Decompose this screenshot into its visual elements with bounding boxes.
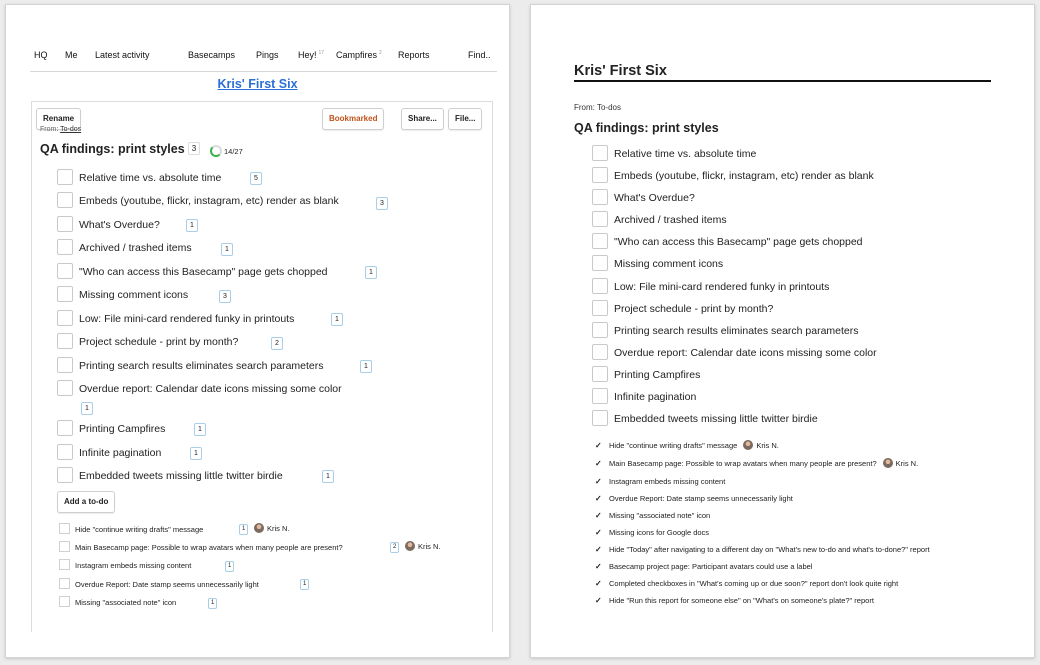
nav-pings[interactable]: Pings bbox=[256, 50, 279, 60]
comment-count-bubble[interactable]: 1 bbox=[360, 360, 372, 373]
todo-checkbox[interactable] bbox=[57, 380, 73, 396]
assignee-name: Kris N. bbox=[418, 542, 441, 551]
nav-find[interactable]: Find.. bbox=[468, 50, 491, 60]
nav-hey-badge: 17 bbox=[318, 50, 325, 56]
print-todo-label: Printing search results eliminates search parameters bbox=[614, 325, 859, 337]
print-done-item bbox=[595, 510, 710, 522]
todo-checkbox[interactable] bbox=[57, 444, 73, 460]
todo-item bbox=[57, 263, 328, 281]
done-checkbox[interactable] bbox=[59, 596, 70, 607]
top-nav bbox=[30, 47, 497, 72]
todo-item bbox=[57, 216, 160, 234]
print-done-item bbox=[595, 578, 898, 590]
from-todos-link[interactable]: To-dos bbox=[60, 126, 82, 133]
todo-item bbox=[57, 169, 221, 187]
print-todo-label: Missing comment icons bbox=[614, 258, 724, 270]
todo-label[interactable]: Printing Campfires bbox=[79, 423, 166, 435]
bookmarked-button[interactable]: Bookmarked bbox=[322, 108, 384, 130]
comment-count-bubble[interactable]: 1 bbox=[331, 313, 343, 326]
screen-view-sheet bbox=[5, 4, 510, 658]
print-todo-checkbox bbox=[592, 388, 608, 404]
list-comment-count[interactable]: 3 bbox=[188, 142, 200, 155]
print-done-item bbox=[595, 595, 874, 607]
from-prefix: From: bbox=[40, 126, 59, 133]
print-preview-sheet bbox=[530, 4, 1035, 658]
assignee-name: Kris N. bbox=[267, 524, 290, 533]
print-done-item bbox=[595, 544, 930, 556]
todo-checkbox[interactable] bbox=[57, 357, 73, 373]
check-icon: ✓ bbox=[595, 477, 602, 486]
print-todo-label: "Who can access this Basecamp" page gets chopped bbox=[614, 236, 863, 248]
done-todo-item bbox=[59, 559, 191, 571]
print-done-label: Missing icons for Google docs bbox=[609, 528, 710, 537]
comment-count-bubble[interactable]: 1 bbox=[300, 579, 309, 590]
todo-item bbox=[57, 286, 188, 304]
check-icon: ✓ bbox=[595, 494, 602, 503]
nav-hey[interactable] bbox=[298, 50, 324, 60]
print-done-label: Completed checkboxes in "What's coming up or due soon?" report don't look quite right bbox=[609, 579, 899, 588]
comment-count-bubble[interactable]: 5 bbox=[250, 172, 262, 185]
todo-checkbox[interactable] bbox=[57, 467, 73, 483]
check-icon: ✓ bbox=[595, 596, 602, 605]
todo-checkbox[interactable] bbox=[57, 420, 73, 436]
print-todo-item bbox=[592, 366, 700, 384]
print-todo-item bbox=[592, 211, 727, 229]
todo-checkbox[interactable] bbox=[57, 333, 73, 349]
print-todo-label: Printing Campfires bbox=[614, 369, 701, 381]
print-done-item bbox=[595, 527, 709, 539]
todo-label[interactable]: Project schedule - print by month? bbox=[79, 336, 239, 348]
print-list-title: QA findings: print styles bbox=[574, 121, 719, 135]
print-done-label: Basecamp project page: Participant avatars could use a label bbox=[609, 562, 813, 571]
from-breadcrumb bbox=[40, 126, 81, 133]
print-todo-label: Embedded tweets missing little twitter birdie bbox=[614, 413, 818, 425]
print-done-item bbox=[595, 493, 793, 505]
check-icon: ✓ bbox=[595, 545, 602, 554]
print-todo-item bbox=[592, 255, 723, 273]
todo-item bbox=[57, 444, 161, 462]
done-todo-label[interactable]: Hide "continue writing drafts" message bbox=[75, 525, 204, 534]
print-done-item bbox=[595, 458, 918, 470]
print-todo-item bbox=[592, 278, 829, 296]
print-todo-checkbox bbox=[592, 145, 608, 161]
print-from-breadcrumb bbox=[574, 103, 621, 112]
print-todo-label: Low: File mini-card rendered funky in printouts bbox=[614, 281, 830, 293]
rename-button[interactable]: Rename bbox=[36, 108, 81, 130]
done-checkbox[interactable] bbox=[59, 559, 70, 570]
print-todo-label: Embeds (youtube, flickr, instagram, etc) render as blank bbox=[614, 170, 874, 182]
todo-label[interactable]: Missing comment icons bbox=[79, 289, 189, 301]
print-done-label: Main Basecamp page: Possible to wrap avatars when many people are present? bbox=[609, 459, 877, 468]
todo-label[interactable]: Printing search results eliminates search parameters bbox=[79, 360, 324, 372]
print-done-label: Missing "associated note" icon bbox=[609, 511, 711, 520]
todo-checkbox[interactable] bbox=[57, 216, 73, 232]
todo-list-card bbox=[31, 101, 493, 632]
comment-count-bubble[interactable]: 1 bbox=[208, 598, 217, 609]
todo-item bbox=[57, 357, 324, 375]
print-todo-item bbox=[592, 167, 874, 185]
print-done-item bbox=[595, 561, 812, 573]
todo-checkbox[interactable] bbox=[57, 286, 73, 302]
done-checkbox[interactable] bbox=[59, 578, 70, 589]
print-todo-item bbox=[592, 233, 863, 251]
todo-checkbox[interactable] bbox=[57, 239, 73, 255]
add-todo-button[interactable]: Add a to-do bbox=[57, 491, 115, 513]
comment-count-bubble[interactable]: 2 bbox=[390, 542, 399, 553]
done-todo-label[interactable]: Instagram embeds missing content bbox=[75, 561, 192, 570]
check-icon: ✓ bbox=[595, 562, 602, 571]
comment-count-bubble[interactable]: 1 bbox=[194, 423, 206, 436]
check-icon: ✓ bbox=[595, 579, 602, 588]
file-button[interactable]: File... bbox=[448, 108, 482, 130]
print-from-link: To-dos bbox=[596, 103, 621, 112]
todo-checkbox[interactable] bbox=[57, 310, 73, 326]
avatar bbox=[405, 541, 415, 551]
comment-count-bubble[interactable]: 3 bbox=[219, 290, 231, 303]
comment-count-bubble[interactable]: 1 bbox=[365, 266, 377, 279]
done-todo-item bbox=[59, 541, 343, 553]
done-todo-label[interactable]: Missing "associated note" icon bbox=[75, 598, 177, 607]
todo-label[interactable]: Archived / trashed items bbox=[79, 242, 192, 254]
comment-count-bubble[interactable]: 1 bbox=[190, 447, 202, 460]
nav-campfires[interactable] bbox=[336, 50, 382, 60]
share-button[interactable]: Share... bbox=[401, 108, 444, 130]
print-todo-item bbox=[592, 388, 696, 406]
check-icon: ✓ bbox=[595, 511, 602, 520]
print-todo-checkbox bbox=[592, 366, 608, 382]
print-done-item bbox=[595, 476, 725, 488]
todo-label[interactable]: What's Overdue? bbox=[79, 219, 160, 231]
comment-count-bubble[interactable]: 1 bbox=[322, 470, 334, 483]
todo-label[interactable]: "Who can access this Basecamp" page gets chopped bbox=[79, 266, 328, 278]
print-todo-item bbox=[592, 344, 877, 362]
todo-label[interactable]: Embeds (youtube, flickr, instagram, etc) render as blank bbox=[79, 195, 339, 207]
print-todo-item bbox=[592, 322, 859, 340]
todo-item bbox=[57, 310, 294, 328]
print-done-label: Instagram embeds missing content bbox=[609, 477, 726, 486]
print-done-item bbox=[595, 440, 779, 452]
comment-count-bubble[interactable]: 1 bbox=[225, 561, 234, 572]
print-todo-checkbox bbox=[592, 344, 608, 360]
assignee bbox=[743, 441, 779, 450]
print-todo-label: What's Overdue? bbox=[614, 192, 695, 204]
print-todo-checkbox bbox=[592, 211, 608, 227]
print-todo-label: Relative time vs. absolute time bbox=[614, 148, 757, 160]
assignee-name: Kris N. bbox=[756, 441, 779, 450]
todo-checkbox[interactable] bbox=[57, 192, 73, 208]
comment-count-bubble[interactable]: 1 bbox=[239, 524, 248, 535]
todo-item bbox=[57, 467, 283, 485]
progress-indicator bbox=[210, 145, 243, 157]
avatar bbox=[743, 440, 753, 450]
print-done-label: Hide "Run this report for someone else" on "What's on someone's plate?" report bbox=[609, 596, 874, 605]
todo-item bbox=[57, 333, 238, 351]
print-todo-item bbox=[592, 189, 695, 207]
done-todo-label[interactable]: Main Basecamp page: Possible to wrap avatars when many people are present? bbox=[75, 543, 343, 552]
print-from-prefix: From: bbox=[574, 103, 595, 112]
print-todo-checkbox bbox=[592, 233, 608, 249]
progress-text: 14/27 bbox=[224, 147, 243, 156]
progress-ring-icon bbox=[210, 145, 222, 157]
check-icon: ✓ bbox=[595, 459, 602, 468]
print-project-title: Kris' First Six bbox=[574, 63, 991, 82]
print-todo-label: Overdue report: Calendar date icons missing some color bbox=[614, 347, 877, 359]
print-done-label: Hide "Today" after navigating to a different day on "What's new to-do and what's to-done?" report bbox=[609, 545, 930, 554]
nav-hq[interactable]: HQ bbox=[34, 50, 48, 60]
done-todo-label[interactable]: Overdue Report: Date stamp seems unnecessarily light bbox=[75, 580, 259, 589]
print-todo-checkbox bbox=[592, 410, 608, 426]
todo-item bbox=[57, 192, 339, 210]
print-todo-label: Infinite pagination bbox=[614, 391, 697, 403]
avatar bbox=[254, 523, 264, 533]
nav-campfires-badge: 2 bbox=[379, 50, 382, 56]
todo-item bbox=[57, 380, 342, 398]
avatar bbox=[883, 458, 893, 468]
todo-item bbox=[57, 420, 165, 438]
todo-label[interactable]: Low: File mini-card rendered funky in printouts bbox=[79, 313, 295, 325]
assignee bbox=[883, 459, 919, 468]
nav-campfires-label: Campfires bbox=[336, 50, 378, 60]
check-icon: ✓ bbox=[595, 528, 602, 537]
assignee bbox=[405, 541, 441, 553]
todo-label[interactable]: Infinite pagination bbox=[79, 447, 162, 459]
print-done-label: Overdue Report: Date stamp seems unnecessarily light bbox=[609, 494, 793, 503]
assignee-name: Kris N. bbox=[895, 459, 919, 468]
nav-basecamps[interactable]: Basecamps bbox=[188, 50, 236, 60]
print-todo-item bbox=[592, 410, 818, 428]
print-todo-item bbox=[592, 145, 756, 163]
print-todo-checkbox bbox=[592, 189, 608, 205]
done-todo-item bbox=[59, 523, 203, 535]
nav-hey-label: Hey! bbox=[298, 50, 317, 60]
assignee bbox=[254, 523, 290, 535]
done-checkbox[interactable] bbox=[59, 523, 70, 534]
print-todo-label: Archived / trashed items bbox=[614, 214, 727, 226]
nav-reports[interactable]: Reports bbox=[398, 50, 430, 60]
nav-latest-activity[interactable]: Latest activity bbox=[95, 50, 150, 60]
todo-item bbox=[57, 239, 192, 257]
project-title-link[interactable]: Kris' First Six bbox=[217, 77, 298, 91]
todo-checkbox[interactable] bbox=[57, 263, 73, 279]
done-todo-item bbox=[59, 578, 259, 590]
print-todo-checkbox bbox=[592, 322, 608, 338]
comment-count-bubble[interactable]: 1 bbox=[221, 243, 233, 256]
list-title bbox=[40, 142, 200, 156]
check-icon: ✓ bbox=[595, 441, 602, 450]
print-todo-checkbox bbox=[592, 255, 608, 271]
print-todo-checkbox bbox=[592, 278, 608, 294]
todo-label[interactable]: Embedded tweets missing little twitter birdie bbox=[79, 470, 283, 482]
done-todo-item bbox=[59, 596, 176, 608]
print-done-label: Hide "continue writing drafts" message bbox=[609, 441, 738, 450]
list-title-text: QA findings: print styles bbox=[40, 142, 185, 156]
comment-count-bubble[interactable]: 2 bbox=[271, 337, 283, 350]
nav-me[interactable]: Me bbox=[65, 50, 78, 60]
done-checkbox[interactable] bbox=[59, 541, 70, 552]
todo-checkbox[interactable] bbox=[57, 169, 73, 185]
print-todo-checkbox bbox=[592, 300, 608, 316]
comment-count-bubble[interactable]: 1 bbox=[81, 402, 93, 415]
print-todo-checkbox bbox=[592, 167, 608, 183]
comment-count-bubble[interactable]: 1 bbox=[186, 219, 198, 232]
todo-label[interactable]: Overdue report: Calendar date icons missing some color bbox=[79, 383, 342, 395]
print-todo-label: Project schedule - print by month? bbox=[614, 303, 774, 315]
comment-count-bubble[interactable]: 3 bbox=[376, 197, 388, 210]
print-todo-item bbox=[592, 300, 773, 318]
todo-label[interactable]: Relative time vs. absolute time bbox=[79, 172, 222, 184]
